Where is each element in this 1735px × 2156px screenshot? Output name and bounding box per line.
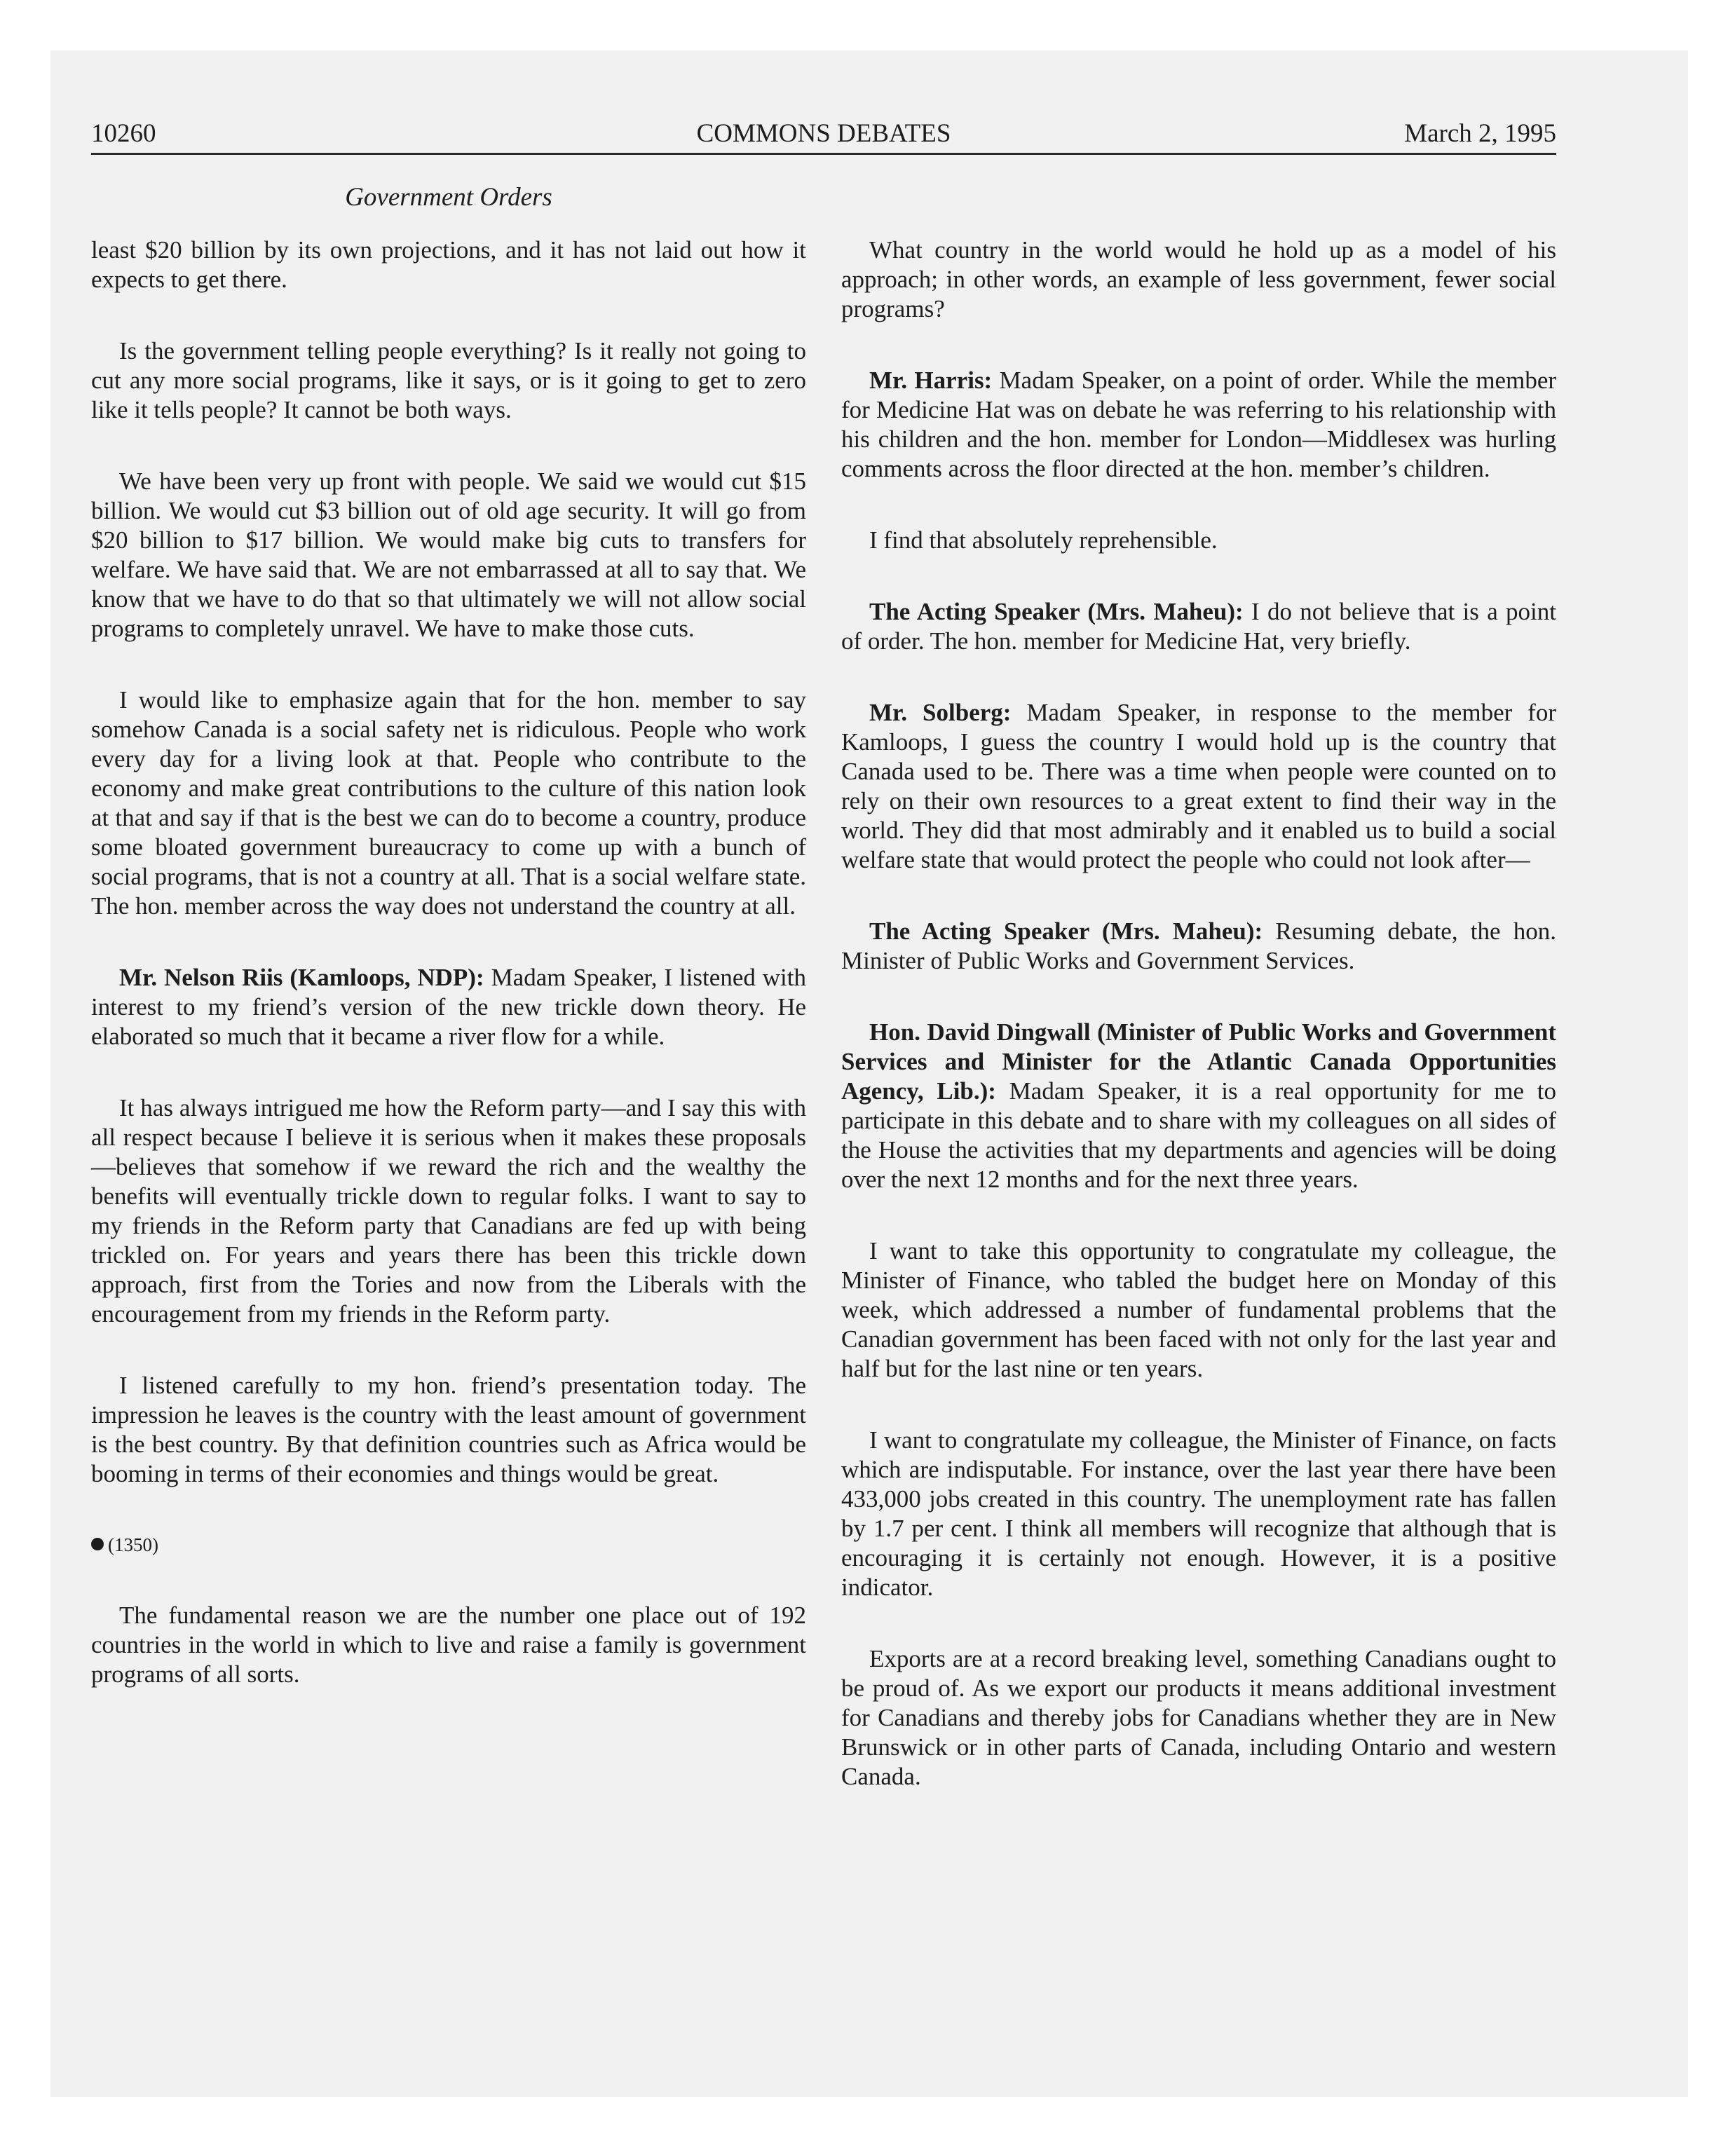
paragraph: I find that absolutely reprehensible. — [869, 526, 1218, 554]
speaker-name: Hon. David Dingwall (Minister of Public Works and Government Services and Minister for the Atlantic Canada Opportunities Agency, Lib.): — [841, 1018, 1556, 1105]
time-mark — [91, 1531, 806, 1559]
section-label: Government Orders — [345, 183, 552, 212]
paragraph: I would like to emphasize again that for the hon. member to say somehow Canada is a social safety net is ridiculous. People who work every day for a living look at that. People who contribute to the economy and make great contributions to the culture of this nation look at that and say if that is the best we can do to become a country, produce some bloated government bureaucracy to come up with a bunch of social programs, that is not a country at all. That is a social welfare state. The hon. member across the way does not understand the country at all. — [91, 686, 806, 920]
speech-text: Madam Speaker, in response to the member for Kamloops, I guess the country I would hold up is the country that Canada used to be. There was a time when people were counted on to rely on their own resources to a great extent to find their way in the world. They did that most admirably and it enabled us to build a social welfare state that would protect the people who could not look after— — [841, 699, 1556, 873]
left-column — [91, 236, 806, 1731]
speaker-name: Mr. Solberg: — [869, 699, 1012, 726]
speaker-name: Mr. Nelson Riis (Kamloops, NDP): — [119, 964, 484, 991]
speech-paragraph — [841, 698, 1556, 875]
speech-text: Madam Speaker, on a point of order. While the member for Medicine Hat was on debate he was referring to his relationship with his children and the hon. member for London—Middlesex was hurling comments across the floor directed at the hon. member’s children. — [841, 367, 1557, 482]
speech-paragraph — [841, 1018, 1556, 1194]
time-mark-text: (1350) — [108, 1534, 158, 1555]
running-head — [91, 116, 1556, 152]
speech-paragraph — [841, 597, 1556, 656]
speaker-name: The Acting Speaker (Mrs. Maheu): — [869, 917, 1263, 945]
publication-date: March 2, 1995 — [1404, 119, 1556, 148]
publication-title: COMMONS DEBATES — [696, 119, 951, 148]
header-rule — [91, 153, 1556, 155]
speech-paragraph — [91, 963, 806, 1051]
paragraph: We have been very up front with people. We said we would cut $15 billion. We would cut $3 billion out of old age security. It will go from $20 billion to $17 billion. We would make big cuts to transfers for welfare. We have said that. We are not embarrassed at all to say that. We know that we have to do that so that ultimately we will not allow social programs to completely unravel. We have to make those cuts. — [91, 468, 806, 642]
right-column — [841, 236, 1556, 1834]
paragraph: It has always intrigued me how the Reform party—and I say this with all respect because I believe it is serious when it makes these proposals—believes that somehow if we reward the rich and the wealthy the benefits will eventually trickle down to regular folks. I want to say to my friends in the Reform party that Canadians are fed up with being trickled on. For years and years there has been this trickle down approach, first from the Tories and now from the Liberals with the encouragement from my friends in the Reform party. — [91, 1094, 806, 1328]
speaker-name: The Acting Speaker (Mrs. Maheu): — [869, 598, 1244, 625]
paragraph: The fundamental reason we are the number one place out of 192 countries in the world in which to live and raise a family is government programs of all sorts. — [91, 1602, 806, 1688]
paragraph: I want to take this opportunity to congratulate my colleague, the Minister of Finance, who tabled the budget here on Monday of this week, which addressed a number of fundamental problems that the Canadian government has been faced with not only for the last year and half but for the last nine or ten years. — [841, 1237, 1556, 1382]
paragraph: Is the government telling people everything? Is it really not going to cut any more social programs, like it says, or is it going to get to zero like it tells people? It cannot be both ways. — [91, 337, 806, 423]
page-number: 10260 — [91, 119, 156, 148]
paragraph: least $20 billion by its own projections, and it has not laid out how it expects to get there. — [91, 236, 806, 293]
speech-text: Madam Speaker, I listened with interest to my friend’s version of the new trickle down theory. He elaborated so much that it became a river flow for a while. — [91, 964, 806, 1050]
paragraph: I want to congratulate my colleague, the Minister of Finance, on facts which are indisputable. For instance, over the last year there have been 433,000 jobs created in this country. The unemployment rate has fallen by 1.7 per cent. I think all members will recognize that although that is encouraging it is certainly not enough. However, it is a positive indicator. — [841, 1426, 1556, 1601]
speech-paragraph — [841, 366, 1556, 484]
paragraph: I listened carefully to my hon. friend’s presentation today. The impression he leaves is the country with the least amount of government is the best country. By that definition countries such as Africa would be booming in terms of their economies and things would be great. — [91, 1372, 806, 1487]
paragraph: Exports are at a record breaking level, something Canadians ought to be proud of. As we export our products it means additional investment for Canadians and thereby jobs for Canadians whether they are in New Brunswick or in other parts of Canada, including Ontario and western Canada. — [841, 1645, 1556, 1790]
bullet-icon — [91, 1538, 104, 1550]
paragraph: What country in the world would he hold up as a model of his approach; in other words, an example of less government, fewer social programs? — [841, 236, 1556, 322]
speech-text: I do not believe that is a point of order. The hon. member for Medicine Hat, very briefly. — [841, 598, 1557, 655]
speech-paragraph — [841, 917, 1556, 976]
speaker-name: Mr. Harris: — [869, 367, 993, 394]
speech-text: Resuming debate, the hon. Minister of Public Works and Government Services. — [841, 917, 1556, 974]
speech-text: Madam Speaker, it is a real opportunity for me to participate in this debate and to share with my colleagues on all sides of the House the activities that my departments and agencies will be doing over the next 12 months and for the next three years. — [841, 1077, 1556, 1193]
